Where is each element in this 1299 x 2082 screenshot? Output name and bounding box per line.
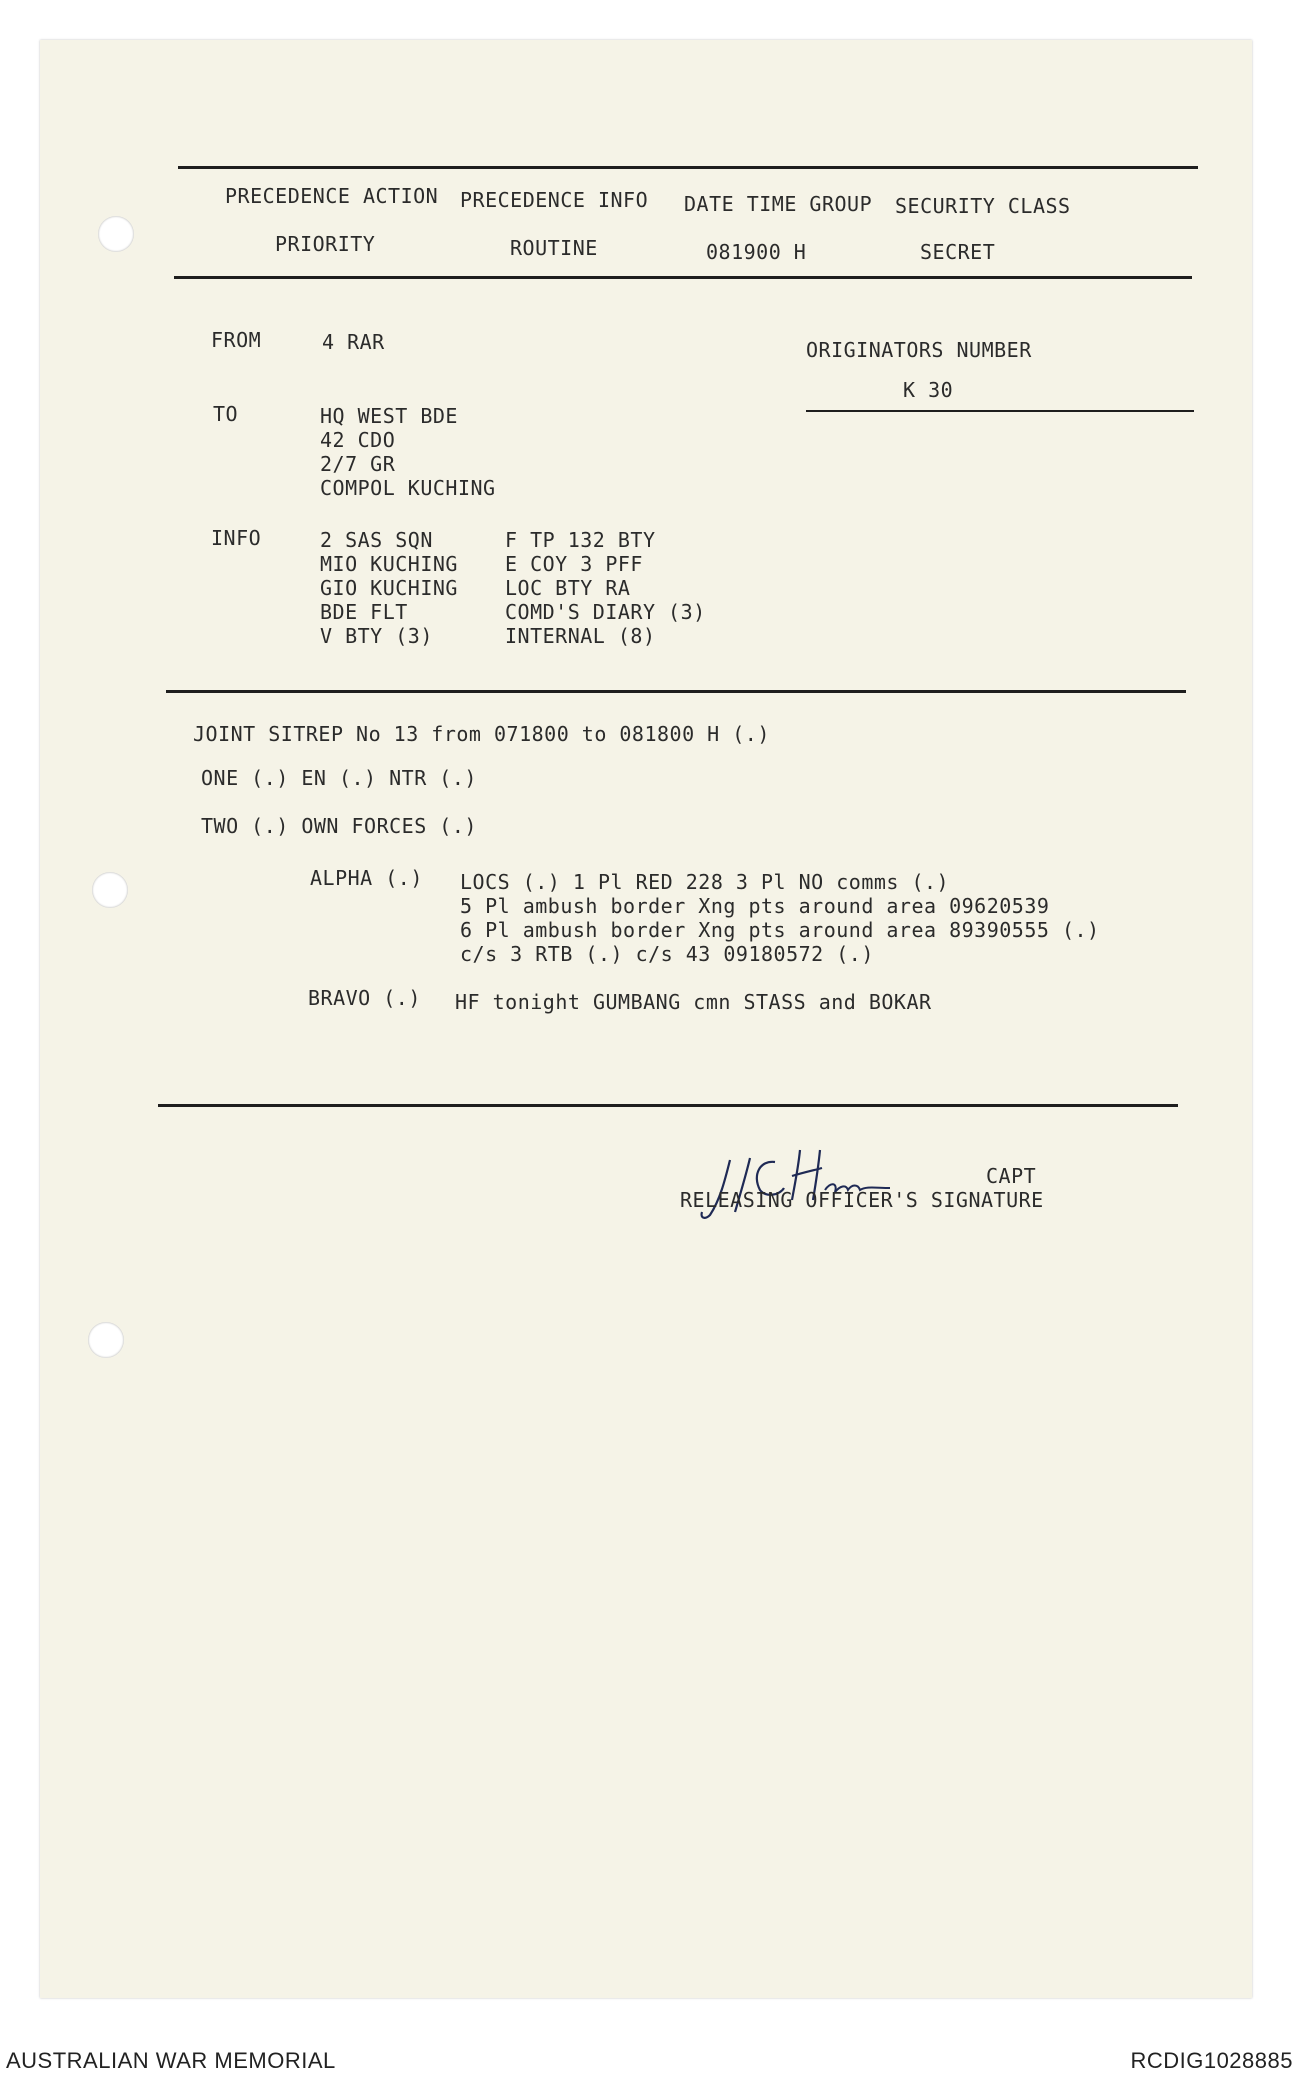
info-line: F TP 132 BTY (505, 528, 656, 552)
para-two: TWO (.) OWN FORCES (.) (201, 814, 477, 838)
security-class-label: SECURITY CLASS (895, 194, 1071, 218)
info-line: 2 SAS SQN (320, 528, 433, 552)
to-line: 42 CDO (320, 428, 396, 452)
originators-underline (806, 410, 1194, 412)
originators-number-label: ORIGINATORS NUMBER (806, 338, 1032, 362)
to-line: 2/7 GR (320, 452, 396, 476)
alpha-line: 5 Pl ambush border Xng pts around area 09620539 (460, 894, 1050, 918)
precedence-action-label: PRECEDENCE ACTION (225, 184, 439, 208)
date-time-group-label: DATE TIME GROUP (684, 192, 873, 216)
originators-number-value: K 30 (903, 378, 954, 402)
from-label: FROM (211, 328, 262, 352)
info-line: BDE FLT (320, 600, 408, 624)
info-line: V BTY (3) (320, 624, 433, 648)
alpha-line: 6 Pl ambush border Xng pts around area 89390555 (.) (460, 918, 1100, 942)
para-one: ONE (.) EN (.) NTR (.) (201, 766, 477, 790)
alpha-label: ALPHA (.) (310, 866, 423, 890)
info-column-1 (320, 528, 458, 648)
info-label: INFO (211, 526, 262, 550)
info-line: GIO KUCHING (320, 576, 458, 600)
alpha-line: LOCS (.) 1 Pl RED 228 3 Pl NO comms (.) (460, 870, 950, 894)
info-line: LOC BTY RA (505, 576, 631, 600)
to-line: HQ WEST BDE (320, 404, 458, 428)
alpha-lines (460, 870, 1100, 966)
date-time-group-value: 081900 H (706, 240, 807, 264)
precedence-info-value: ROUTINE (510, 236, 598, 260)
body-bottom-rule (158, 1104, 1178, 1107)
info-line: MIO KUCHING (320, 552, 458, 576)
officer-rank: CAPT (986, 1164, 1037, 1188)
bravo-label: BRAVO (.) (308, 986, 421, 1010)
punch-hole-bottom (88, 1322, 124, 1358)
sitrep-title: JOINT SITREP No 13 from 071800 to 081800 H (.) (193, 722, 770, 746)
message-form-sheet (40, 40, 1252, 1998)
from-value: 4 RAR (322, 330, 385, 354)
footer-right: RCDIG1028885 (1130, 2048, 1293, 2073)
bravo-text: HF tonight GUMBANG cmn STASS and BOKAR (455, 990, 932, 1014)
to-addressees (320, 404, 496, 500)
signature-caption: RELEASING OFFICER'S SIGNATURE (680, 1188, 1044, 1212)
footer-left: AUSTRALIAN WAR MEMORIAL (6, 2048, 336, 2073)
punch-hole-top (98, 216, 134, 252)
info-column-2 (505, 528, 706, 648)
to-label: TO (213, 402, 239, 426)
precedence-action-value: PRIORITY (275, 232, 376, 256)
handwritten-signature (680, 1120, 900, 1230)
punch-hole-middle (92, 872, 128, 908)
info-line: COMD'S DIARY (3) (505, 600, 706, 624)
alpha-line: c/s 3 RTB (.) c/s 43 09180572 (.) (460, 942, 874, 966)
header-bottom-rule (174, 276, 1192, 279)
address-bottom-rule (166, 690, 1186, 693)
precedence-info-label: PRECEDENCE INFO (460, 188, 649, 212)
security-class-value: SECRET (920, 240, 996, 264)
info-line: E COY 3 PFF (505, 552, 643, 576)
to-line: COMPOL KUCHING (320, 476, 496, 500)
info-line: INTERNAL (8) (505, 624, 656, 648)
header-top-rule (178, 166, 1198, 169)
